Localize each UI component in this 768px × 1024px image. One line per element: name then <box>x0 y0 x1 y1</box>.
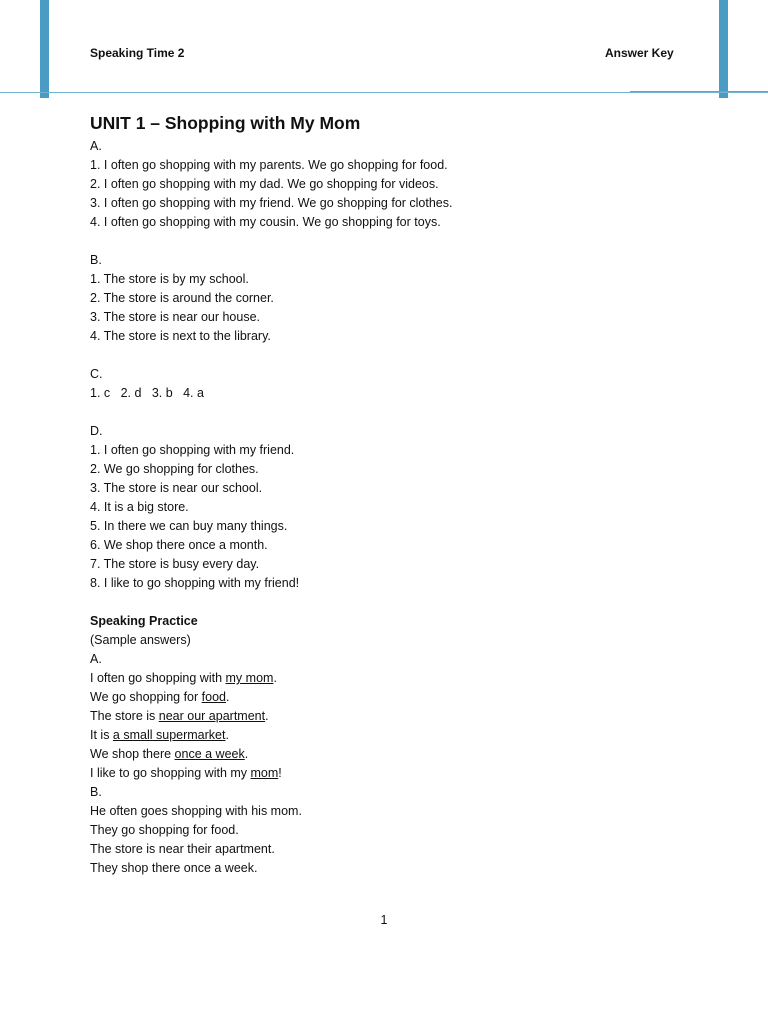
practice-b-label: B. <box>90 785 102 799</box>
section-b-item: 2. The store is around the corner. <box>90 291 274 305</box>
practice-b-line: The store is near their apartment. <box>90 842 275 856</box>
section-c-label: C. <box>90 367 103 381</box>
section-d-item: 3. The store is near our school. <box>90 481 263 495</box>
practice-a-label: A. <box>90 652 102 666</box>
section-b-label: B. <box>90 253 102 267</box>
right-accent-bar <box>719 0 728 98</box>
practice-a-line: I often go shopping with my mom. <box>90 671 277 685</box>
left-accent-bar <box>40 0 49 98</box>
practice-b-line: They shop there once a week. <box>90 861 258 875</box>
practice-b-line: He often goes shopping with his mom. <box>90 804 302 818</box>
section-d-item: 7. The store is busy every day. <box>90 557 260 571</box>
header-rule-accent <box>630 91 768 92</box>
section-d-item: 6. We shop there once a month. <box>90 538 268 552</box>
section-b <box>90 251 710 346</box>
header-rule <box>0 92 768 93</box>
spacer <box>90 346 710 365</box>
answer-key-content <box>90 111 710 878</box>
speaking-practice-title: Speaking Practice <box>90 614 198 628</box>
section-d-label: D. <box>90 424 103 438</box>
section-d-item: 8. I like to go shopping with my friend! <box>90 576 300 590</box>
section-c <box>90 365 710 403</box>
section-b-item: 4. The store is next to the library. <box>90 329 271 343</box>
spacer <box>90 593 710 612</box>
section-a-item: 3. I often go shopping with my friend. We go shopping for clothes. <box>90 196 453 210</box>
practice-a-line: It is a small supermarket. <box>90 728 229 742</box>
section-d-item: 1. I often go shopping with my friend. <box>90 443 295 457</box>
practice-a-line: We go shopping for food. <box>90 690 230 704</box>
section-d-item: 5. In there we can buy many things. <box>90 519 288 533</box>
header-book-title: Speaking Time 2 <box>90 46 185 60</box>
section-a <box>90 137 710 232</box>
section-d-item: 4. It is a big store. <box>90 500 189 514</box>
section-a-item: 2. I often go shopping with my dad. We go shopping for videos. <box>90 177 439 191</box>
practice-a-line: I like to go shopping with my mom! <box>90 766 282 780</box>
spacer <box>90 232 710 251</box>
section-b-item: 3. The store is near our house. <box>90 310 261 324</box>
section-c-answers: 1. c 2. d 3. b 4. a <box>90 386 204 400</box>
section-a-item: 4. I often go shopping with my cousin. We go shopping for toys. <box>90 215 441 229</box>
practice-a-line: The store is near our apartment. <box>90 709 269 723</box>
speaking-practice-subtitle: (Sample answers) <box>90 633 191 647</box>
section-a-label: A. <box>90 139 102 153</box>
page-number: 1 <box>380 913 388 927</box>
speaking-practice <box>90 612 710 878</box>
practice-b-line: They go shopping for food. <box>90 823 239 837</box>
spacer <box>90 403 710 422</box>
practice-a-line: We shop there once a week. <box>90 747 249 761</box>
section-d-item: 2. We go shopping for clothes. <box>90 462 259 476</box>
header-answer-key: Answer Key <box>605 46 674 60</box>
section-b-item: 1. The store is by my school. <box>90 272 249 286</box>
section-a-item: 1. I often go shopping with my parents. We go shopping for food. <box>90 158 448 172</box>
unit-title: UNIT 1 – Shopping with My Mom <box>90 113 361 133</box>
section-d <box>90 422 710 593</box>
